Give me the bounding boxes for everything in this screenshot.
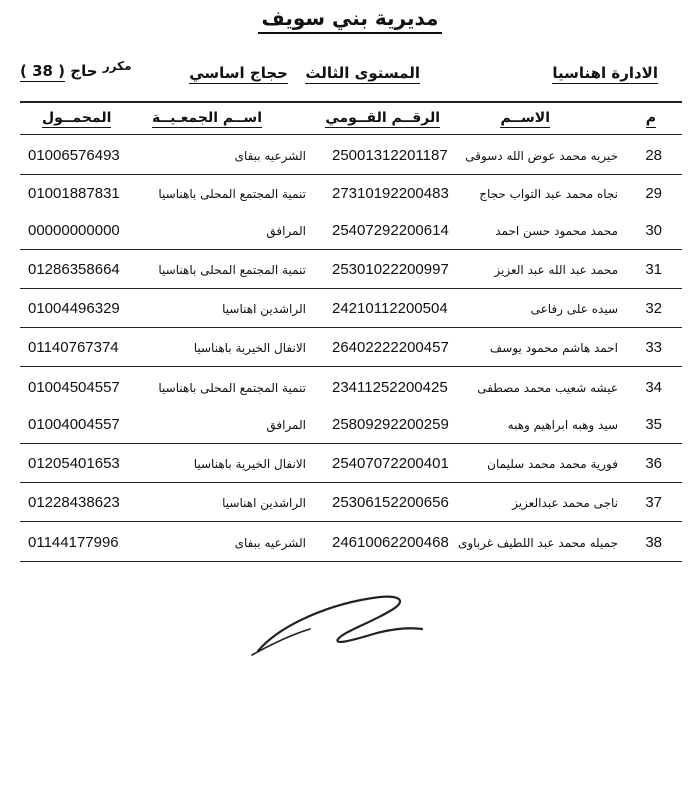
row-mobile: 01286358664 <box>28 261 120 278</box>
row-national-id: 25809292200259 <box>332 416 449 433</box>
row-association: الشرعيه ببفاى <box>234 149 306 163</box>
row-association: المرافق <box>266 418 306 432</box>
row-association: تنمية المجتمع المحلى باهناسيا <box>158 187 306 201</box>
row-national-id: 25301022200997 <box>332 261 449 278</box>
row-national-id: 23411252200425 <box>332 379 448 396</box>
row-mobile: 01140767374 <box>28 339 119 356</box>
row-name: ناجى محمد عبدالعزيز <box>512 496 618 510</box>
table-row <box>20 525 682 561</box>
count-label: حاج <box>70 62 98 80</box>
signature-mark <box>240 585 440 665</box>
row-national-id: 25001312201187 <box>332 147 448 164</box>
row-national-id: 24610062200468 <box>332 534 449 551</box>
row-association: الانفال الخيرية باهناسيا <box>193 457 306 471</box>
row-national-id: 27310192200483 <box>332 185 449 202</box>
row-separator <box>20 366 682 367</box>
row-separator <box>20 249 682 250</box>
table-row <box>20 370 682 406</box>
row-number: 37 <box>645 494 662 511</box>
row-mobile: 01004504557 <box>28 379 120 396</box>
table-row <box>20 485 682 521</box>
row-separator <box>20 561 682 562</box>
pilgrim-count <box>20 59 132 80</box>
table-row <box>20 330 682 366</box>
row-association: تنمية المجتمع المحلى باهناسيا <box>158 381 306 395</box>
header-top-rule <box>20 101 682 103</box>
row-mobile: 01004496329 <box>28 300 120 317</box>
row-national-id: 25407292200614 <box>332 222 449 239</box>
page-title <box>0 6 700 34</box>
row-number: 32 <box>645 300 662 317</box>
row-separator <box>20 482 682 483</box>
row-mobile: 01001887831 <box>28 185 120 202</box>
column-header-name: الاســم <box>500 110 550 126</box>
row-mobile: 01004004557 <box>28 416 120 433</box>
page-title-text: مديرية بني سويف <box>258 6 443 34</box>
row-association: تنمية المجتمع المحلى باهناسيا <box>158 263 306 277</box>
row-number: 30 <box>645 222 662 239</box>
row-mobile: 01205401653 <box>28 455 120 472</box>
row-name: احمد هاشم محمود يوسف <box>489 341 618 355</box>
column-header-association: اســم الجمعـيــة <box>152 110 262 126</box>
row-association: الراشدين اهناسيا <box>222 302 306 316</box>
row-separator <box>20 174 682 175</box>
row-association: الراشدين اهناسيا <box>222 496 306 510</box>
row-name: عيشه شعيب محمد مصطفى <box>477 381 618 395</box>
row-number: 31 <box>645 261 662 278</box>
row-name: فورية محمد محمد سليمان <box>487 457 618 471</box>
row-name: محمد عبد الله عبد العزيز <box>494 263 618 277</box>
row-mobile: 00000000000 <box>28 222 120 239</box>
row-name: محمد محمود حسن احمد <box>495 224 618 238</box>
row-separator <box>20 521 682 522</box>
table-row <box>20 446 682 482</box>
row-name: سيده على رفاعى <box>530 302 618 316</box>
row-number: 28 <box>645 147 662 164</box>
admin-label: الادارة اهناسيا <box>552 64 658 82</box>
row-mobile: 01144177996 <box>28 534 119 551</box>
count-note: مكرر <box>102 59 132 73</box>
table-row <box>20 138 682 174</box>
level-label: المستوى الثالث <box>305 64 420 82</box>
row-national-id: 25306152200656 <box>332 494 449 511</box>
row-national-id: 26402222200457 <box>332 339 449 356</box>
column-header-national-id: الرقــم القــومي <box>325 110 440 126</box>
row-number: 36 <box>645 455 662 472</box>
row-number: 34 <box>645 379 662 396</box>
row-number: 38 <box>645 534 662 551</box>
row-separator <box>20 327 682 328</box>
table-row <box>20 407 682 443</box>
row-number: 33 <box>645 339 662 356</box>
column-header-mobile: المحمــول <box>42 110 112 126</box>
row-association: الشرعيه ببفاى <box>234 536 306 550</box>
table-row <box>20 213 682 249</box>
row-mobile: 01006576493 <box>28 147 120 164</box>
row-number: 35 <box>645 416 662 433</box>
row-association: المرافق <box>266 224 306 238</box>
row-separator <box>20 288 682 289</box>
table-row <box>20 291 682 327</box>
table-row <box>20 252 682 288</box>
row-name: خيريه محمد عوض الله دسوقى <box>465 149 618 163</box>
count-value: ( 38 ) <box>20 62 66 80</box>
header-bottom-rule <box>20 134 682 135</box>
row-association: الانفال الخيرية باهناسيا <box>193 341 306 355</box>
row-number: 29 <box>645 185 662 202</box>
column-header-num: م <box>645 110 656 126</box>
row-name: سيد وهبه ابراهيم وهبه <box>507 418 618 432</box>
row-national-id: 25407072200401 <box>332 455 449 472</box>
supervisor-label: حجاج اساسي <box>189 64 288 82</box>
row-name: جميله محمد عبد اللطيف غرباوى <box>457 536 618 550</box>
row-national-id: 24210112200504 <box>332 300 448 317</box>
row-name: نجاه محمد عبد التواب حجاج <box>479 187 618 201</box>
table-row <box>20 176 682 212</box>
row-mobile: 01228438623 <box>28 494 120 511</box>
row-separator <box>20 443 682 444</box>
